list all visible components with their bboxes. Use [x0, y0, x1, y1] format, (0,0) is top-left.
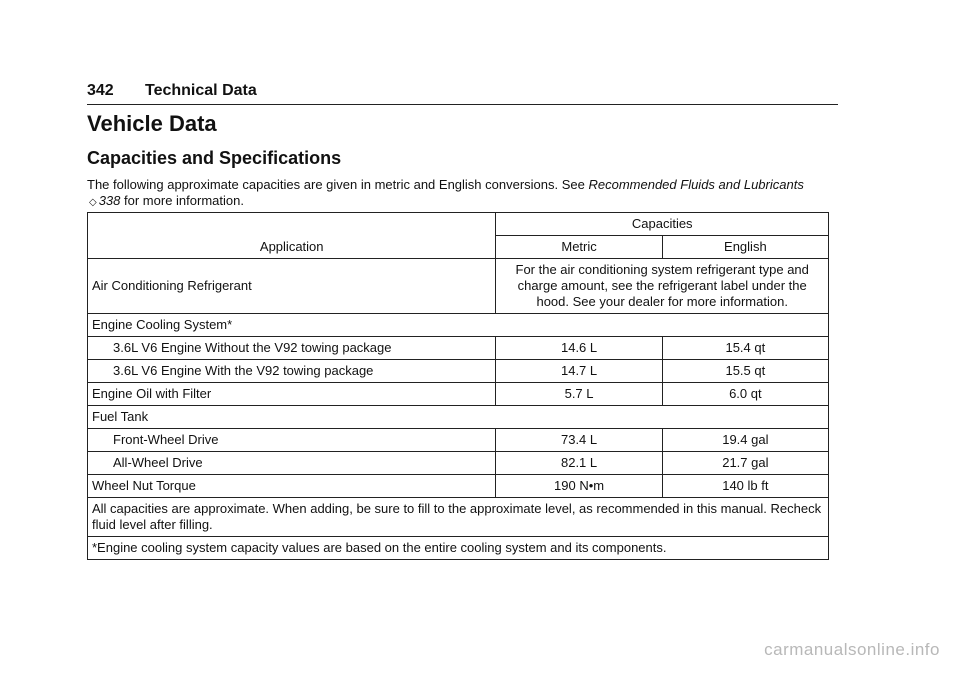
table-row [88, 337, 829, 360]
table-header-row [88, 213, 829, 236]
row-application: Front-Wheel Drive [88, 429, 496, 452]
table-note-row [88, 537, 829, 560]
row-english-value: 19.4 gal [662, 429, 828, 452]
intro-text: The following approximate capacities are given in metric and English conversions. See [87, 177, 589, 192]
table-row [88, 314, 829, 337]
row-metric-value: 14.6 L [496, 337, 662, 360]
row-application: Wheel Nut Torque [88, 475, 496, 498]
table-row [88, 475, 829, 498]
row-metric-value: 5.7 L [496, 383, 662, 406]
row-metric-value: 73.4 L [496, 429, 662, 452]
row-english-value: 6.0 qt [662, 383, 828, 406]
row-application: Air Conditioning Refrigerant [88, 259, 496, 314]
row-application: 3.6L V6 Engine With the V92 towing package [88, 360, 496, 383]
table-row [88, 429, 829, 452]
section-title: Technical Data [145, 82, 257, 99]
row-english-value: 15.5 qt [662, 360, 828, 383]
table-row [88, 383, 829, 406]
header-capacities: Capacities [496, 213, 829, 236]
row-english-value: 21.7 gal [662, 452, 828, 475]
recommended-fluids-link[interactable]: Recommended Fluids and Lubricants [588, 177, 804, 192]
table-footnote: *Engine cooling system capacity values are based on the entire cooling system and its components. [88, 537, 829, 560]
header-application: Application [88, 213, 496, 259]
reference-page-link[interactable]: 338 [98, 193, 121, 208]
table-row [88, 406, 829, 429]
page-header [87, 82, 838, 105]
header-english: English [662, 236, 828, 259]
header-metric: Metric [496, 236, 662, 259]
table-row [88, 452, 829, 475]
row-application: Engine Oil with Filter [88, 383, 496, 406]
watermark: carmanualsonline.info [764, 640, 940, 659]
capacities-table [87, 212, 829, 560]
page-number: 342 [87, 82, 114, 99]
section-subtitle: Capacities and Specifications [87, 148, 342, 168]
row-english-value: 15.4 qt [662, 337, 828, 360]
row-application: Fuel Tank [88, 406, 829, 429]
row-application: All-Wheel Drive [88, 452, 496, 475]
row-metric-value: 14.7 L [496, 360, 662, 383]
table-row [88, 360, 829, 383]
page-title: Vehicle Data [87, 111, 217, 136]
intro-text-end: for more information. [120, 193, 244, 208]
page-reference-icon: ◇ [89, 197, 97, 208]
row-application: Engine Cooling System* [88, 314, 829, 337]
table-body [88, 259, 829, 560]
row-english-value: 140 lb ft [662, 475, 828, 498]
intro-paragraph [87, 177, 837, 211]
row-metric-value: 190 N•m [496, 475, 662, 498]
row-application: 3.6L V6 Engine Without the V92 towing package [88, 337, 496, 360]
row-metric-value: 82.1 L [496, 452, 662, 475]
table-note-row [88, 498, 829, 537]
table-row [88, 259, 829, 314]
row-capacity-note: For the air conditioning system refrigerant type and charge amount, see the refrigerant label under the hood. See your dealer for more information. [496, 259, 829, 314]
table-footnote: All capacities are approximate. When adding, be sure to fill to the approximate level, as recommended in this manual. Recheck fluid level after filling. [88, 498, 829, 537]
